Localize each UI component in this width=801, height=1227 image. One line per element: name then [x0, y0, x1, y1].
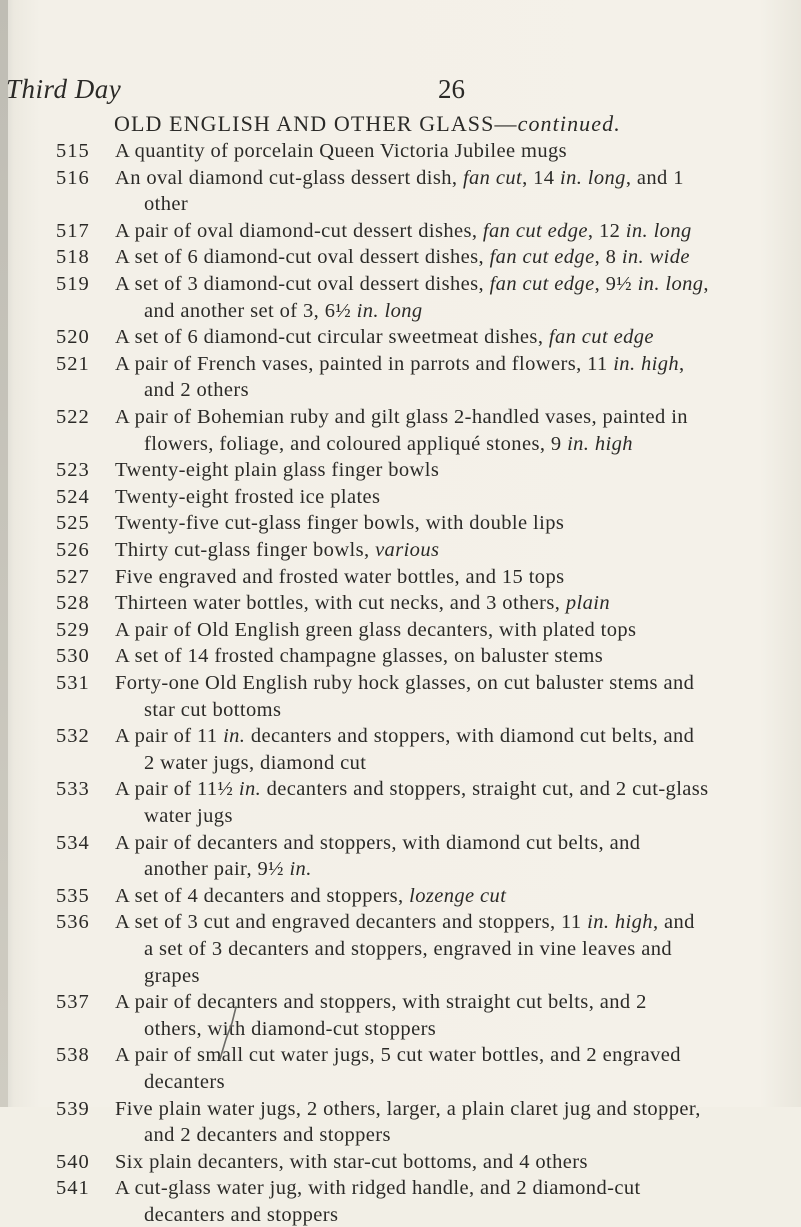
lot-description-line: and 2 others: [144, 379, 249, 402]
lot-number: 538: [56, 1044, 90, 1067]
lot-number: 536: [56, 911, 90, 934]
page-edge-shadow: [0, 0, 8, 1107]
pencil-mark-icon: [216, 1005, 240, 1061]
lot-description-line: others, with diamond-cut stoppers: [144, 1017, 437, 1040]
lot-description-line: star cut bottoms: [144, 698, 282, 721]
lot-number: 532: [56, 725, 90, 748]
lot-number: 516: [56, 166, 90, 189]
lot-description-line: decanters and stoppers: [144, 1203, 339, 1226]
lot-description-line: An oval diamond cut-glass dessert dish, fan cut, 14 in. long, and 1: [115, 166, 684, 189]
lot-description-line: a set of 3 decanters and stoppers, engraved in vine leaves and: [144, 937, 673, 960]
lot-number: 529: [56, 618, 90, 641]
lot-number: 523: [56, 459, 90, 482]
lot-description-line: A pair of oval diamond-cut dessert dishes, fan cut edge, 12 in. long: [115, 219, 692, 242]
lot-description-line: Twenty-eight frosted ice plates: [115, 485, 381, 508]
lot-number: 517: [56, 219, 90, 242]
lot-description-line: A set of 4 decanters and stoppers, lozenge cut: [115, 884, 507, 907]
lot-description-line: A set of 6 diamond-cut oval dessert dishes, fan cut edge, 8 in. wide: [115, 246, 690, 269]
lot-number: 520: [56, 326, 90, 349]
running-head: [6, 68, 796, 102]
lot-description-line: A set of 6 diamond-cut circular sweetmeat dishes, fan cut edge: [115, 326, 654, 349]
page-title: [114, 111, 621, 137]
lot-description-line: Five plain water jugs, 2 others, larger, a plain claret jug and stopper,: [115, 1097, 701, 1120]
lot-description-line: A set of 3 diamond-cut oval dessert dishes, fan cut edge, 9½ in. long,: [115, 273, 709, 295]
lot-number: 537: [56, 991, 90, 1014]
lot-number: 526: [56, 539, 90, 561]
lot-number: 525: [56, 512, 90, 535]
lot-description-line: 2 water jugs, diamond cut: [144, 751, 367, 774]
lot-description-line: A pair of 11 in. decanters and stoppers, with diamond cut belts, and: [115, 725, 695, 748]
section-label: Third Day: [6, 74, 122, 104]
lot-number: 515: [56, 140, 90, 162]
lot-number: 522: [56, 406, 90, 428]
lot-number: 524: [56, 485, 90, 508]
lot-description-line: A cut-glass water jug, with ridged handle, and 2 diamond-cut: [115, 1177, 641, 1200]
lot-number: 540: [56, 1150, 90, 1173]
lot-description-line: another pair, 9½ in.: [144, 858, 312, 881]
lot-description-line: Six plain decanters, with star-cut bottoms, and 4 others: [115, 1150, 588, 1173]
lot-description-line: and another set of 3, 6½ in. long: [144, 299, 423, 322]
lot-number: 528: [56, 592, 90, 615]
lot-number: 527: [56, 565, 90, 588]
lot-description-line: Twenty-five cut-glass finger bowls, with double lips: [115, 512, 565, 535]
lot-number: 539: [56, 1097, 90, 1120]
page-number: 26: [438, 74, 465, 104]
lot-description-line: Twenty-eight plain glass finger bowls: [115, 459, 440, 482]
lot-description-line: water jugs: [144, 804, 233, 827]
lot-description-line: Thirty cut-glass finger bowls, various: [115, 539, 440, 561]
lot-description-line: Thirteen water bottles, with cut necks, and 3 others, plain: [115, 592, 610, 615]
lot-description-line: other: [144, 193, 189, 216]
lot-number: 534: [56, 831, 90, 854]
lot-number: 519: [56, 273, 90, 295]
lot-description-line: A quantity of porcelain Queen Victoria Jubilee mugs: [115, 140, 568, 162]
lot-description-line: decanters: [144, 1070, 225, 1093]
lot-description-line: A pair of decanters and stoppers, with straight cut belts, and 2: [115, 991, 647, 1014]
lot-description-line: Forty-one Old English ruby hock glasses, on cut baluster stems and: [115, 672, 695, 694]
lot-description-line: A pair of decanters and stoppers, with diamond cut belts, and: [115, 831, 641, 854]
lot-description-line: A pair of French vases, painted in parrots and flowers, 11 in. high,: [115, 352, 685, 375]
lot-description-line: A set of 3 cut and engraved decanters and stoppers, 11 in. high, and: [115, 911, 695, 934]
lot-number: 518: [56, 246, 90, 269]
lot-description-line: grapes: [144, 964, 200, 987]
lot-description-line: A pair of 11½ in. decanters and stoppers, straight cut, and 2 cut-glass: [115, 778, 709, 801]
lot-description-line: Five engraved and frosted water bottles, and 15 tops: [115, 565, 565, 588]
lot-description-line: A pair of small cut water jugs, 5 cut water bottles, and 2 engraved: [115, 1044, 681, 1067]
lot-description-line: flowers, foliage, and coloured appliqué stones, 9 in. high: [144, 432, 633, 455]
title-main: OLD ENGLISH AND OTHER GLASS—: [114, 111, 518, 136]
lot-number: 530: [56, 645, 90, 668]
lot-number: 531: [56, 672, 90, 694]
lot-number: 521: [56, 352, 90, 375]
lot-description-line: and 2 decanters and stoppers: [144, 1124, 391, 1147]
lot-description-line: A set of 14 frosted champagne glasses, on baluster stems: [115, 645, 604, 668]
lot-description-line: A pair of Bohemian ruby and gilt glass 2-handled vases, painted in: [115, 406, 688, 428]
lot-number: 533: [56, 778, 90, 801]
lot-number: 541: [56, 1177, 90, 1200]
lot-number: 535: [56, 884, 90, 907]
title-suffix: continued.: [517, 111, 621, 136]
lot-description-line: A pair of Old English green glass decanters, with plated tops: [115, 618, 637, 641]
